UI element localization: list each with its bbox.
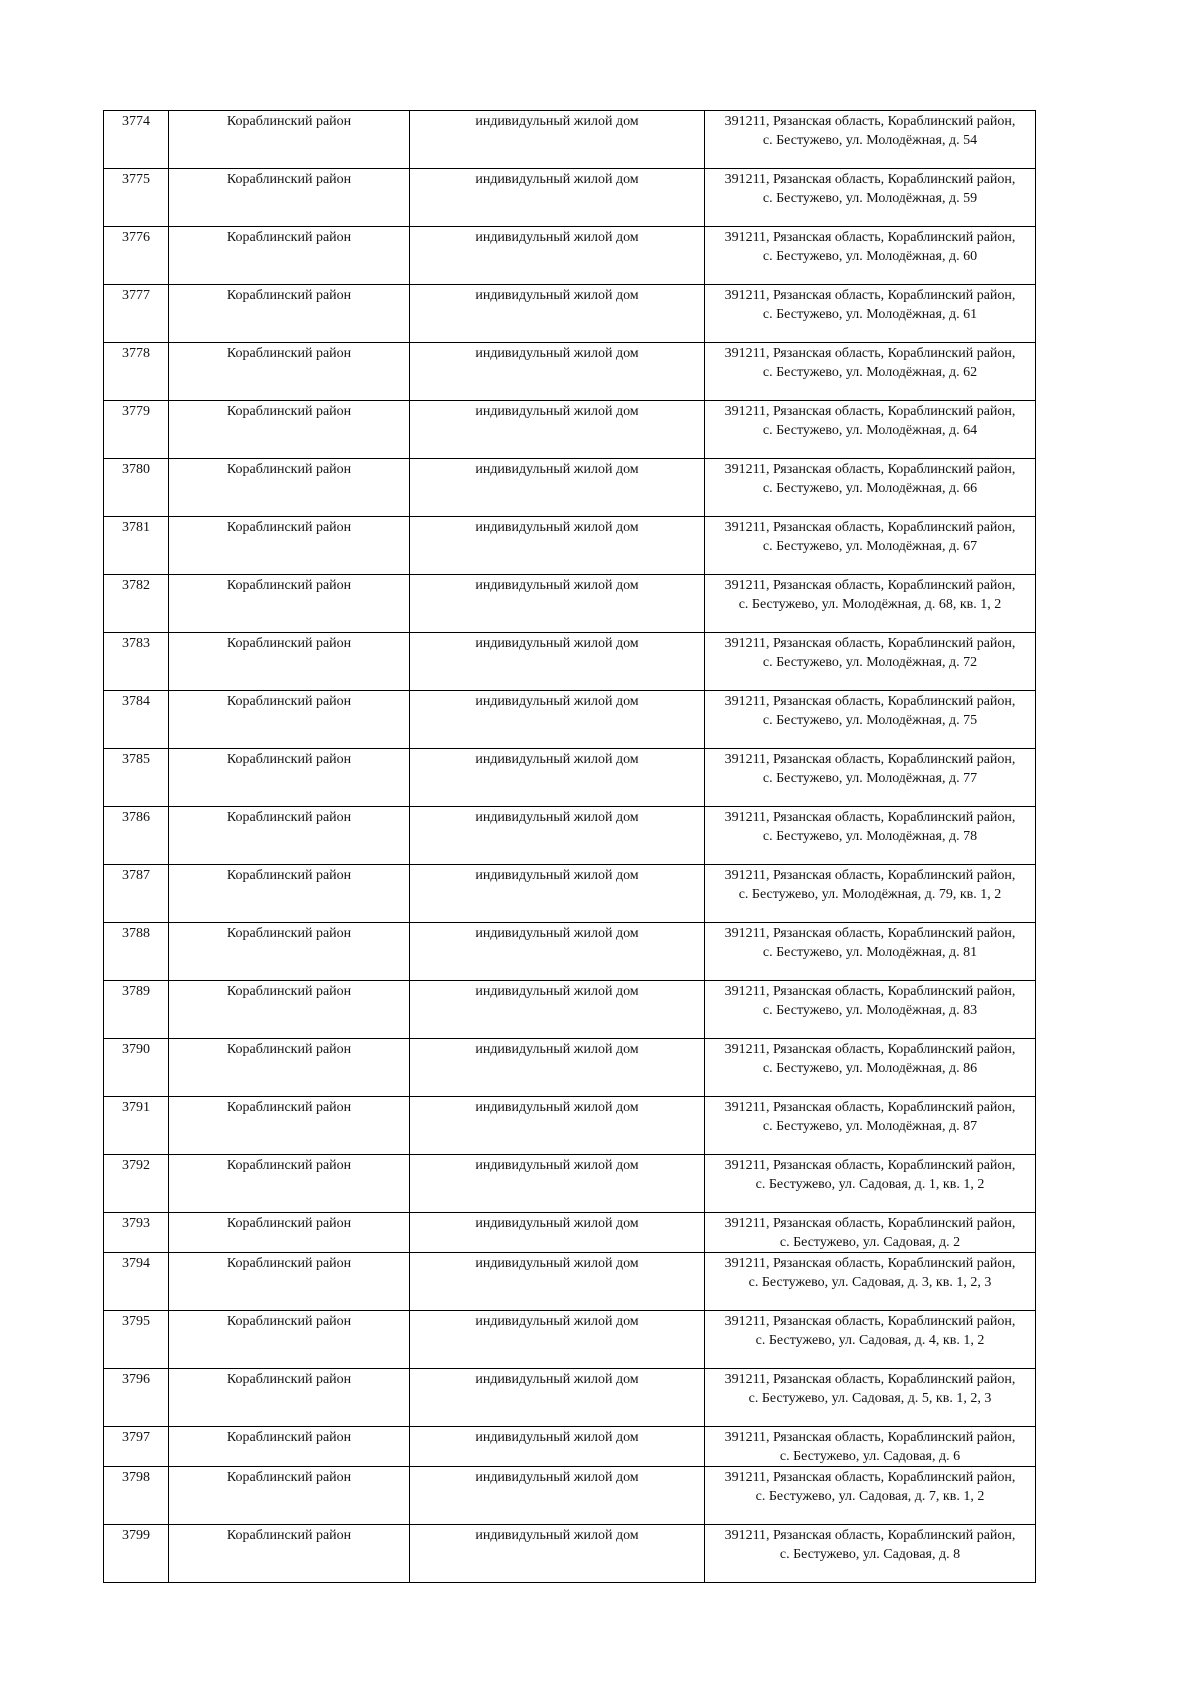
address-line-1: 391211, Рязанская область, Кораблинский район, <box>724 230 1016 245</box>
row-number-cell <box>104 575 169 633</box>
object-type-cell <box>410 633 705 691</box>
object-type-cell <box>410 517 705 575</box>
object-type: индивидульный жилой дом <box>475 1158 639 1173</box>
address-line-1: 391211, Рязанская область, Кораблинский район, <box>724 578 1016 593</box>
address-cell <box>705 285 1036 343</box>
district-cell <box>169 1311 410 1369</box>
table-row <box>104 1213 1036 1253</box>
object-type: индивидульный жилой дом <box>475 1256 639 1271</box>
object-type-cell <box>410 807 705 865</box>
row-number: 3779 <box>122 404 150 419</box>
object-type: индивидульный жилой дом <box>475 520 639 535</box>
address-line-1: 391211, Рязанская область, Кораблинский район, <box>724 1158 1016 1173</box>
district-cell <box>169 1467 410 1525</box>
address-cell <box>705 1253 1036 1311</box>
table-row <box>104 343 1036 401</box>
object-type: индивидульный жилой дом <box>475 346 639 361</box>
address-cell <box>705 1311 1036 1369</box>
address-line-1: 391211, Рязанская область, Кораблинский район, <box>724 810 1016 825</box>
address-cell <box>705 1155 1036 1213</box>
district-cell <box>169 459 410 517</box>
row-number: 3786 <box>122 810 150 825</box>
address-line-2: с. Бестужево, ул. Садовая, д. 7, кв. 1, 2 <box>755 1489 985 1504</box>
row-number-cell <box>104 517 169 575</box>
address-line-1: 391211, Рязанская область, Кораблинский район, <box>724 636 1016 651</box>
table-row <box>104 1039 1036 1097</box>
district-name: Кораблинский район <box>226 230 352 245</box>
table-row <box>104 169 1036 227</box>
object-type: индивидульный жилой дом <box>475 926 639 941</box>
district-name: Кораблинский район <box>226 288 352 303</box>
address-line-1: 391211, Рязанская область, Кораблинский район, <box>724 926 1016 941</box>
district-name: Кораблинский район <box>226 636 352 651</box>
address-line-1: 391211, Рязанская область, Кораблинский район, <box>724 1100 1016 1115</box>
address-cell <box>705 633 1036 691</box>
row-number-cell <box>104 1097 169 1155</box>
object-type-cell <box>410 575 705 633</box>
object-type-cell <box>410 691 705 749</box>
object-type-cell <box>410 285 705 343</box>
address-line-2: с. Бестужево, ул. Молодёжная, д. 67 <box>762 539 978 554</box>
address-line-1: 391211, Рязанская область, Кораблинский район, <box>724 1314 1016 1329</box>
object-type-cell <box>410 1155 705 1213</box>
district-cell <box>169 691 410 749</box>
row-number: 3795 <box>122 1314 150 1329</box>
district-name: Кораблинский район <box>226 868 352 883</box>
registry-table <box>103 110 1036 1583</box>
district-name: Кораблинский район <box>226 694 352 709</box>
object-type: индивидульный жилой дом <box>475 1470 639 1485</box>
address-line-1: 391211, Рязанская область, Кораблинский район, <box>724 694 1016 709</box>
address-line-2: с. Бестужево, ул. Садовая, д. 8 <box>779 1547 961 1562</box>
object-type: индивидульный жилой дом <box>475 462 639 477</box>
table-row <box>104 923 1036 981</box>
district-cell <box>169 633 410 691</box>
row-number-cell <box>104 343 169 401</box>
object-type-cell <box>410 1097 705 1155</box>
address-line-1: 391211, Рязанская область, Кораблинский район, <box>724 114 1016 129</box>
object-type: индивидульный жилой дом <box>475 172 639 187</box>
address-line-1: 391211, Рязанская область, Кораблинский район, <box>724 1372 1016 1387</box>
district-name: Кораблинский район <box>226 1470 352 1485</box>
object-type-cell <box>410 981 705 1039</box>
address-line-1: 391211, Рязанская область, Кораблинский район, <box>724 288 1016 303</box>
address-line-2: с. Бестужево, ул. Молодёжная, д. 77 <box>762 771 978 786</box>
row-number-cell <box>104 111 169 169</box>
address-cell <box>705 343 1036 401</box>
object-type-cell <box>410 1311 705 1369</box>
row-number-cell <box>104 923 169 981</box>
district-cell <box>169 749 410 807</box>
table-row <box>104 1525 1036 1583</box>
district-name: Кораблинский район <box>226 578 352 593</box>
row-number-cell <box>104 1039 169 1097</box>
object-type-cell <box>410 749 705 807</box>
object-type: индивидульный жилой дом <box>475 984 639 999</box>
district-cell <box>169 865 410 923</box>
address-line-2: с. Бестужево, ул. Садовая, д. 4, кв. 1, 2 <box>755 1333 985 1348</box>
row-number-cell <box>104 1525 169 1583</box>
address-line-1: 391211, Рязанская область, Кораблинский район, <box>724 1430 1016 1445</box>
table-row <box>104 1253 1036 1311</box>
object-type: индивидульный жилой дом <box>475 578 639 593</box>
district-cell <box>169 1039 410 1097</box>
object-type: индивидульный жилой дом <box>475 1314 639 1329</box>
district-name: Кораблинский район <box>226 752 352 767</box>
district-cell <box>169 575 410 633</box>
district-cell <box>169 923 410 981</box>
object-type-cell <box>410 1213 705 1253</box>
object-type: индивидульный жилой дом <box>475 404 639 419</box>
district-name: Кораблинский район <box>226 114 352 129</box>
object-type-cell <box>410 169 705 227</box>
row-number: 3792 <box>122 1158 150 1173</box>
address-line-2: с. Бестужево, ул. Молодёжная, д. 81 <box>762 945 978 960</box>
table-row <box>104 1427 1036 1467</box>
object-type: индивидульный жилой дом <box>475 1372 639 1387</box>
row-number-cell <box>104 749 169 807</box>
object-type-cell <box>410 401 705 459</box>
address-cell <box>705 1097 1036 1155</box>
district-name: Кораблинский район <box>226 520 352 535</box>
district-name: Кораблинский район <box>226 1158 352 1173</box>
row-number: 3798 <box>122 1470 150 1485</box>
district-cell <box>169 227 410 285</box>
row-number: 3785 <box>122 752 150 767</box>
row-number-cell <box>104 1369 169 1427</box>
address-line-2: с. Бестужево, ул. Молодёжная, д. 66 <box>762 481 978 496</box>
object-type: индивидульный жилой дом <box>475 230 639 245</box>
row-number: 3796 <box>122 1372 150 1387</box>
address-cell <box>705 865 1036 923</box>
object-type: индивидульный жилой дом <box>475 1100 639 1115</box>
district-cell <box>169 981 410 1039</box>
table-row <box>104 1155 1036 1213</box>
row-number-cell <box>104 1155 169 1213</box>
address-line-2: с. Бестужево, ул. Молодёжная, д. 62 <box>762 365 978 380</box>
address-line-1: 391211, Рязанская область, Кораблинский район, <box>724 984 1016 999</box>
address-line-1: 391211, Рязанская область, Кораблинский район, <box>724 1216 1016 1231</box>
object-type-cell <box>410 1039 705 1097</box>
address-cell <box>705 749 1036 807</box>
address-cell <box>705 401 1036 459</box>
address-line-2: с. Бестужево, ул. Садовая, д. 2 <box>779 1235 961 1250</box>
district-name: Кораблинский район <box>226 462 352 477</box>
table-row <box>104 517 1036 575</box>
object-type-cell <box>410 865 705 923</box>
address-line-2: с. Бестужево, ул. Садовая, д. 6 <box>779 1449 961 1464</box>
row-number-cell <box>104 807 169 865</box>
address-cell <box>705 169 1036 227</box>
row-number-cell <box>104 981 169 1039</box>
address-line-2: с. Бестужево, ул. Садовая, д. 5, кв. 1, 2, 3 <box>748 1391 992 1406</box>
object-type-cell <box>410 923 705 981</box>
table-row <box>104 227 1036 285</box>
address-line-1: 391211, Рязанская область, Кораблинский район, <box>724 868 1016 883</box>
address-line-1: 391211, Рязанская область, Кораблинский район, <box>724 752 1016 767</box>
object-type-cell <box>410 459 705 517</box>
address-line-2: с. Бестужево, ул. Молодёжная, д. 59 <box>762 191 978 206</box>
address-cell <box>705 111 1036 169</box>
row-number: 3788 <box>122 926 150 941</box>
object-type: индивидульный жилой дом <box>475 810 639 825</box>
row-number: 3775 <box>122 172 150 187</box>
address-line-2: с. Бестужево, ул. Молодёжная, д. 83 <box>762 1003 978 1018</box>
object-type: индивидульный жилой дом <box>475 1528 639 1543</box>
object-type: индивидульный жилой дом <box>475 752 639 767</box>
object-type-cell <box>410 1253 705 1311</box>
row-number: 3791 <box>122 1100 150 1115</box>
address-line-2: с. Бестужево, ул. Молодёжная, д. 86 <box>762 1061 978 1076</box>
address-cell <box>705 1427 1036 1467</box>
registry-table-body <box>104 111 1036 1583</box>
address-line-1: 391211, Рязанская область, Кораблинский район, <box>724 520 1016 535</box>
row-number-cell <box>104 691 169 749</box>
table-row <box>104 111 1036 169</box>
row-number: 3783 <box>122 636 150 651</box>
table-row <box>104 459 1036 517</box>
address-line-1: 391211, Рязанская область, Кораблинский район, <box>724 172 1016 187</box>
district-name: Кораблинский район <box>226 1256 352 1271</box>
district-name: Кораблинский район <box>226 172 352 187</box>
address-cell <box>705 227 1036 285</box>
district-cell <box>169 401 410 459</box>
district-cell <box>169 111 410 169</box>
district-cell <box>169 807 410 865</box>
district-name: Кораблинский район <box>226 346 352 361</box>
row-number: 3789 <box>122 984 150 999</box>
object-type: индивидульный жилой дом <box>475 114 639 129</box>
address-line-1: 391211, Рязанская область, Кораблинский район, <box>724 346 1016 361</box>
district-name: Кораблинский район <box>226 926 352 941</box>
address-cell <box>705 1525 1036 1583</box>
district-name: Кораблинский район <box>226 1314 352 1329</box>
district-cell <box>169 1525 410 1583</box>
address-cell <box>705 923 1036 981</box>
row-number: 3781 <box>122 520 150 535</box>
address-cell <box>705 1039 1036 1097</box>
district-cell <box>169 343 410 401</box>
address-line-2: с. Бестужево, ул. Молодёжная, д. 60 <box>762 249 978 264</box>
object-type: индивидульный жилой дом <box>475 288 639 303</box>
row-number-cell <box>104 459 169 517</box>
row-number-cell <box>104 1213 169 1253</box>
row-number-cell <box>104 285 169 343</box>
object-type-cell <box>410 1525 705 1583</box>
table-row <box>104 401 1036 459</box>
address-line-1: 391211, Рязанская область, Кораблинский район, <box>724 404 1016 419</box>
table-row <box>104 981 1036 1039</box>
row-number: 3780 <box>122 462 150 477</box>
row-number: 3799 <box>122 1528 150 1543</box>
address-cell <box>705 807 1036 865</box>
object-type-cell <box>410 1369 705 1427</box>
table-row <box>104 633 1036 691</box>
row-number: 3778 <box>122 346 150 361</box>
row-number: 3782 <box>122 578 150 593</box>
address-line-2: с. Бестужево, ул. Молодёжная, д. 72 <box>762 655 978 670</box>
address-line-1: 391211, Рязанская область, Кораблинский район, <box>724 1256 1016 1271</box>
address-line-2: с. Бестужево, ул. Молодёжная, д. 54 <box>762 133 978 148</box>
object-type-cell <box>410 343 705 401</box>
object-type: индивидульный жилой дом <box>475 636 639 651</box>
address-line-2: с. Бестужево, ул. Молодёжная, д. 75 <box>762 713 978 728</box>
district-name: Кораблинский район <box>226 1528 352 1543</box>
address-line-2: с. Бестужево, ул. Садовая, д. 3, кв. 1, 2, 3 <box>748 1275 992 1290</box>
row-number-cell <box>104 865 169 923</box>
object-type: индивидульный жилой дом <box>475 868 639 883</box>
row-number: 3784 <box>122 694 150 709</box>
object-type: индивидульный жилой дом <box>475 1216 639 1231</box>
district-cell <box>169 1097 410 1155</box>
row-number-cell <box>104 1427 169 1467</box>
object-type: индивидульный жилой дом <box>475 1430 639 1445</box>
object-type-cell <box>410 1467 705 1525</box>
address-line-1: 391211, Рязанская область, Кораблинский район, <box>724 1528 1016 1543</box>
address-cell <box>705 459 1036 517</box>
row-number: 3787 <box>122 868 150 883</box>
table-row <box>104 285 1036 343</box>
district-cell <box>169 169 410 227</box>
address-line-2: с. Бестужево, ул. Молодёжная, д. 61 <box>762 307 978 322</box>
district-name: Кораблинский район <box>226 1430 352 1445</box>
row-number-cell <box>104 1467 169 1525</box>
table-row <box>104 865 1036 923</box>
address-cell <box>705 575 1036 633</box>
district-cell <box>169 517 410 575</box>
district-cell <box>169 1253 410 1311</box>
address-cell <box>705 1213 1036 1253</box>
address-line-1: 391211, Рязанская область, Кораблинский район, <box>724 1042 1016 1057</box>
table-row <box>104 749 1036 807</box>
row-number: 3776 <box>122 230 150 245</box>
address-line-2: с. Бестужево, ул. Молодёжная, д. 78 <box>762 829 978 844</box>
address-line-2: с. Бестужево, ул. Молодёжная, д. 64 <box>762 423 978 438</box>
row-number: 3797 <box>122 1430 150 1445</box>
address-line-2: с. Бестужево, ул. Молодёжная, д. 79, кв. 1, 2 <box>738 887 1002 902</box>
district-cell <box>169 285 410 343</box>
address-cell <box>705 691 1036 749</box>
address-line-1: 391211, Рязанская область, Кораблинский район, <box>724 462 1016 477</box>
district-name: Кораблинский район <box>226 1216 352 1231</box>
row-number-cell <box>104 401 169 459</box>
district-cell <box>169 1427 410 1467</box>
row-number-cell <box>104 227 169 285</box>
row-number: 3774 <box>122 114 150 129</box>
row-number: 3777 <box>122 288 150 303</box>
address-line-1: 391211, Рязанская область, Кораблинский район, <box>724 1470 1016 1485</box>
object-type: индивидульный жилой дом <box>475 694 639 709</box>
row-number: 3794 <box>122 1256 150 1271</box>
address-cell <box>705 1369 1036 1427</box>
district-name: Кораблинский район <box>226 810 352 825</box>
address-line-2: с. Бестужево, ул. Садовая, д. 1, кв. 1, 2 <box>755 1177 985 1192</box>
object-type-cell <box>410 227 705 285</box>
table-row <box>104 1097 1036 1155</box>
address-line-2: с. Бестужево, ул. Молодёжная, д. 68, кв. 1, 2 <box>738 597 1002 612</box>
address-cell <box>705 517 1036 575</box>
address-cell <box>705 981 1036 1039</box>
row-number-cell <box>104 169 169 227</box>
object-type-cell <box>410 111 705 169</box>
table-row <box>104 575 1036 633</box>
row-number-cell <box>104 1253 169 1311</box>
district-cell <box>169 1155 410 1213</box>
table-row <box>104 691 1036 749</box>
table-row <box>104 807 1036 865</box>
row-number: 3790 <box>122 1042 150 1057</box>
district-name: Кораблинский район <box>226 1100 352 1115</box>
table-row <box>104 1311 1036 1369</box>
address-line-2: с. Бестужево, ул. Молодёжная, д. 87 <box>762 1119 978 1134</box>
row-number: 3793 <box>122 1216 150 1231</box>
district-name: Кораблинский район <box>226 984 352 999</box>
object-type: индивидульный жилой дом <box>475 1042 639 1057</box>
address-cell <box>705 1467 1036 1525</box>
table-row <box>104 1369 1036 1427</box>
district-cell <box>169 1213 410 1253</box>
district-name: Кораблинский район <box>226 1042 352 1057</box>
district-cell <box>169 1369 410 1427</box>
table-row <box>104 1467 1036 1525</box>
district-name: Кораблинский район <box>226 404 352 419</box>
object-type-cell <box>410 1427 705 1467</box>
row-number-cell <box>104 633 169 691</box>
district-name: Кораблинский район <box>226 1372 352 1387</box>
row-number-cell <box>104 1311 169 1369</box>
